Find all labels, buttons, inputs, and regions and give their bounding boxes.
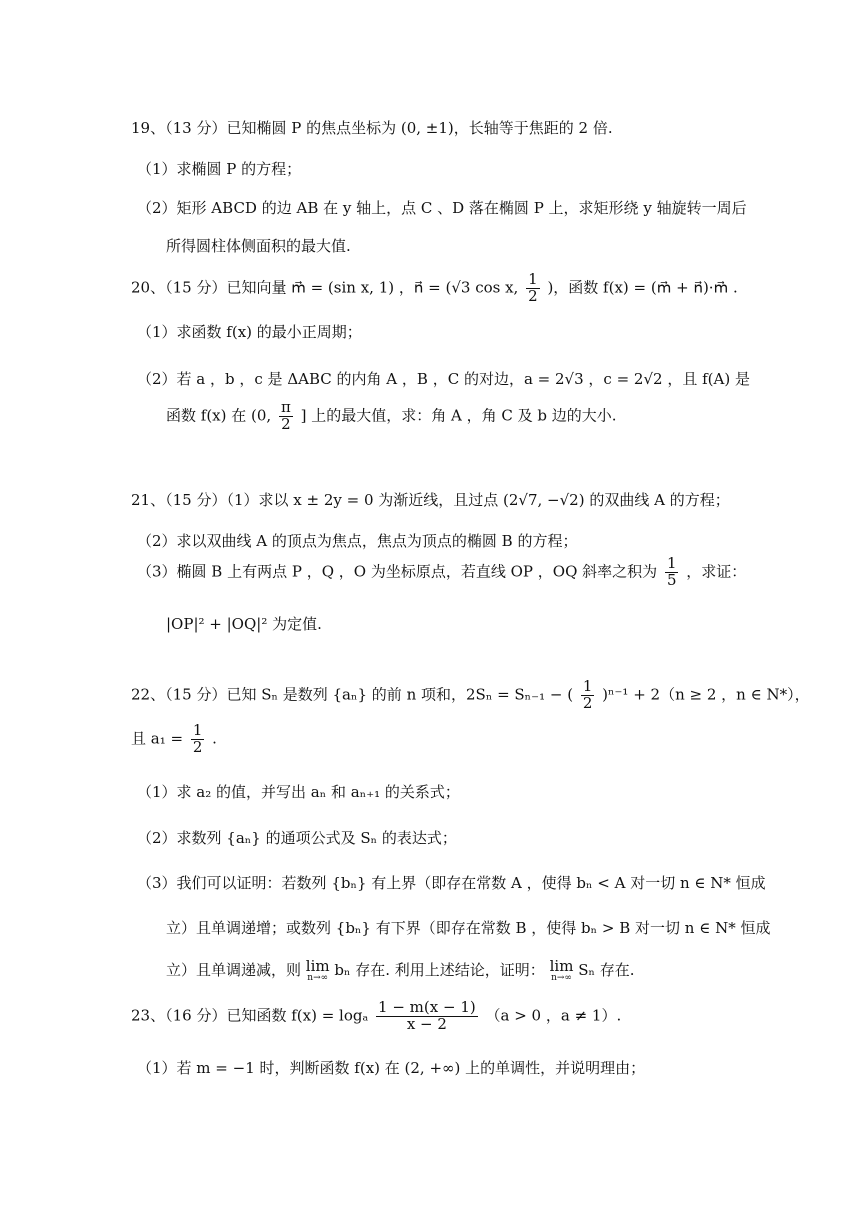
limit-subscript: n→∞ [551, 973, 572, 983]
limit-subscript: n→∞ [307, 973, 329, 983]
q21-part3-fraction-num: 1 [666, 554, 677, 572]
q22-stem-cont-text-a: 且 a₁ = [131, 729, 184, 748]
q22-part3-text-c: Sₙ 存在. [578, 961, 635, 979]
q22-stem-fraction-num: 1 [582, 677, 593, 695]
q22-stem-cont-fraction [191, 723, 205, 756]
q22-part3-text-b: bₙ 存在. 利用上述结论，证明： [334, 961, 545, 979]
q20-stem [131, 272, 860, 305]
q20-part2-fraction-num: π [280, 398, 291, 416]
q22-stem-cont-fraction-num: 1 [192, 721, 203, 739]
q20-part1: （1）求函数 f(x) 的最小正周期； [137, 323, 362, 341]
q21-part3-fraction [665, 556, 679, 589]
q23-stem-fraction [376, 1000, 478, 1033]
q23-part1: （1）若 m = −1 时，判断函数 f(x) 在 (2, +∞) 上的单调性，并说明理由； [137, 1059, 646, 1077]
q21-part3 [137, 556, 860, 589]
q22-stem-cont-fraction-den: 2 [192, 737, 203, 756]
q21-part2: （2）求以双曲线 A 的顶点为焦点，焦点为顶点的椭圆 B 的方程； [137, 532, 578, 550]
q22-stem-fraction-den: 2 [582, 693, 593, 712]
q22-part3: （3）我们可以证明：若数列 {bₙ} 有上界（即存在常数 A ，使得 bₙ < A 对一切 n ∈ N* 恒成 [137, 874, 766, 892]
q22-part3-cont2 [166, 959, 860, 983]
q20-part2-fraction-den: 2 [281, 414, 291, 433]
limit-operator [550, 959, 574, 983]
q22-stem-cont-text-b: . [212, 729, 217, 748]
q23-stem-text-b: （a > 0 ，a ≠ 1）. [485, 1006, 622, 1025]
q20-stem-fraction [526, 272, 540, 305]
q20-stem-fraction-num: 1 [528, 270, 538, 288]
q23-stem [131, 1000, 860, 1033]
q22-stem-fraction [581, 679, 595, 712]
q19-part2-cont: 所得圆柱体侧面积的最大值. [166, 237, 351, 255]
q22-stem-text-b: )ⁿ⁻¹ + 2（n ≥ 2 ，n ∈ N*）， [602, 685, 810, 704]
q21-part3-fraction-den: 5 [666, 570, 677, 589]
q22-part3-cont1: 立）且单调递增；或数列 {bₙ} 有下界（即存在常数 B ，使得 bₙ > B 对一切 n ∈ N* 恒成 [166, 919, 771, 937]
q22-part1: （1）求 a₂ 的值，并写出 aₙ 和 aₙ₊₁ 的关系式； [137, 783, 460, 801]
q23-stem-text-a: 23、（16 分）已知函数 f(x) = logₐ [131, 1006, 369, 1025]
q20-stem-text-b: )，函数 f(x) = (m⃗ + n⃗)·m⃗ . [547, 278, 738, 297]
q22-part2: （2）求数列 {aₙ} 的通项公式及 Sₙ 的表达式； [137, 829, 457, 847]
limit-operator [306, 959, 330, 983]
q22-stem-cont [131, 723, 860, 756]
q20-part2: （2）若 a ，b ，c 是 ΔABC 的内角 A ，B ，C 的对边，a = 2√3 ，c = 2√2 ，且 f(A) 是 [137, 370, 750, 388]
q21-part3-text-a: （3）椭圆 B 上有两点 P ，Q ，O 为坐标原点，若直线 OP ，OQ 斜率之积为 [137, 562, 658, 581]
q20-part2-fraction [279, 400, 293, 433]
q20-stem-fraction-den: 2 [528, 286, 538, 305]
q20-part2-text-a: 函数 f(x) 在 (0, [166, 406, 272, 425]
q19-part2: （2）矩形 ABCD 的边 AB 在 y 轴上，点 C 、D 落在椭圆 P 上，求矩形绕 y 轴旋转一周后 [137, 199, 747, 217]
q20-stem-text-a: 20、（15 分）已知向量 m⃗ = (sin x, 1) ，n⃗ = (√3 cos x, [131, 278, 519, 297]
q19-stem: 19、（13 分）已知椭圆 P 的焦点坐标为 (0, ±1)，长轴等于焦距的 2 倍. [131, 119, 613, 137]
q21-part1: 21、（15 分）（1）求以 x ± 2y = 0 为渐近线，且过点 (2√7, −√2) 的双曲线 A 的方程； [131, 491, 730, 509]
q22-stem-text-a: 22、（15 分）已知 Sₙ 是数列 {aₙ} 的前 n 项和，2Sₙ = Sₙ₋₁ − ( [131, 685, 574, 704]
q22-part3-text-a: 立）且单调递减，则 [166, 961, 302, 979]
q23-stem-fraction-num: 1 − m(x − 1) [378, 998, 476, 1016]
q23-stem-fraction-den: x − 2 [406, 1014, 447, 1033]
q19-part1: （1）求椭圆 P 的方程； [137, 160, 302, 178]
q21-part3-text-b: ，求证： [686, 562, 747, 581]
q20-part2-cont [166, 400, 860, 433]
q21-part3-cont: |OP|² + |OQ|² 为定值. [166, 615, 322, 633]
q20-part2-text-b: ] 上的最大值，求：角 A ，角 C 及 b 边的大小. [300, 406, 617, 425]
q22-stem [131, 679, 860, 712]
limit-word: lim [549, 957, 574, 975]
limit-word: lim [305, 957, 330, 975]
